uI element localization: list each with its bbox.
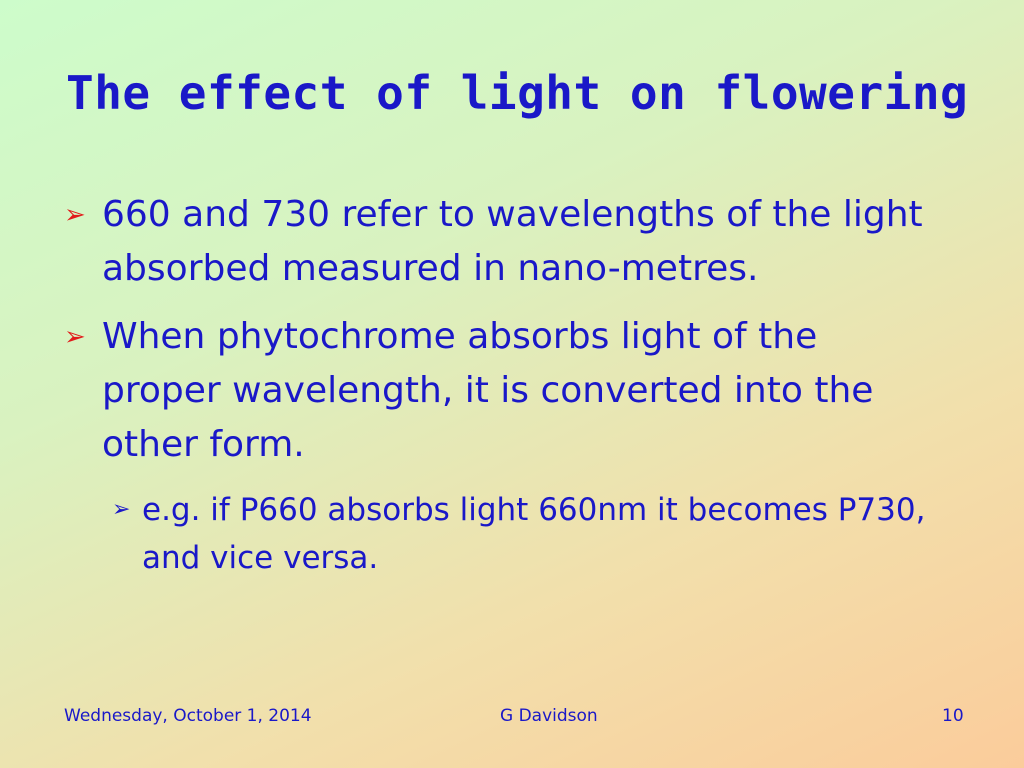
page-number: 10 (942, 706, 964, 726)
arrow-bullet-icon: ➢ (112, 497, 131, 522)
bullet-text: When phytochrome absorbs light of the proper wavelength, it is converted into the other form. (102, 316, 874, 465)
footer-date: Wednesday, October 1, 2014 (64, 706, 312, 726)
bullet-text: 660 and 730 refer to wavelengths of the light absorbed measured in nano-metres. (102, 194, 923, 289)
bullet-item (64, 310, 932, 472)
slide-title: The effect of light on flowering (66, 66, 969, 120)
sub-bullet-item (112, 486, 972, 582)
bullet-item (64, 188, 932, 296)
arrow-bullet-icon: ➢ (64, 322, 86, 352)
bullet-list (64, 188, 964, 582)
sub-bullet-text: e.g. if P660 absorbs light 660nm it becomes P730, and vice versa. (142, 492, 926, 576)
arrow-bullet-icon: ➢ (64, 200, 86, 230)
footer-author: G Davidson (500, 706, 598, 726)
